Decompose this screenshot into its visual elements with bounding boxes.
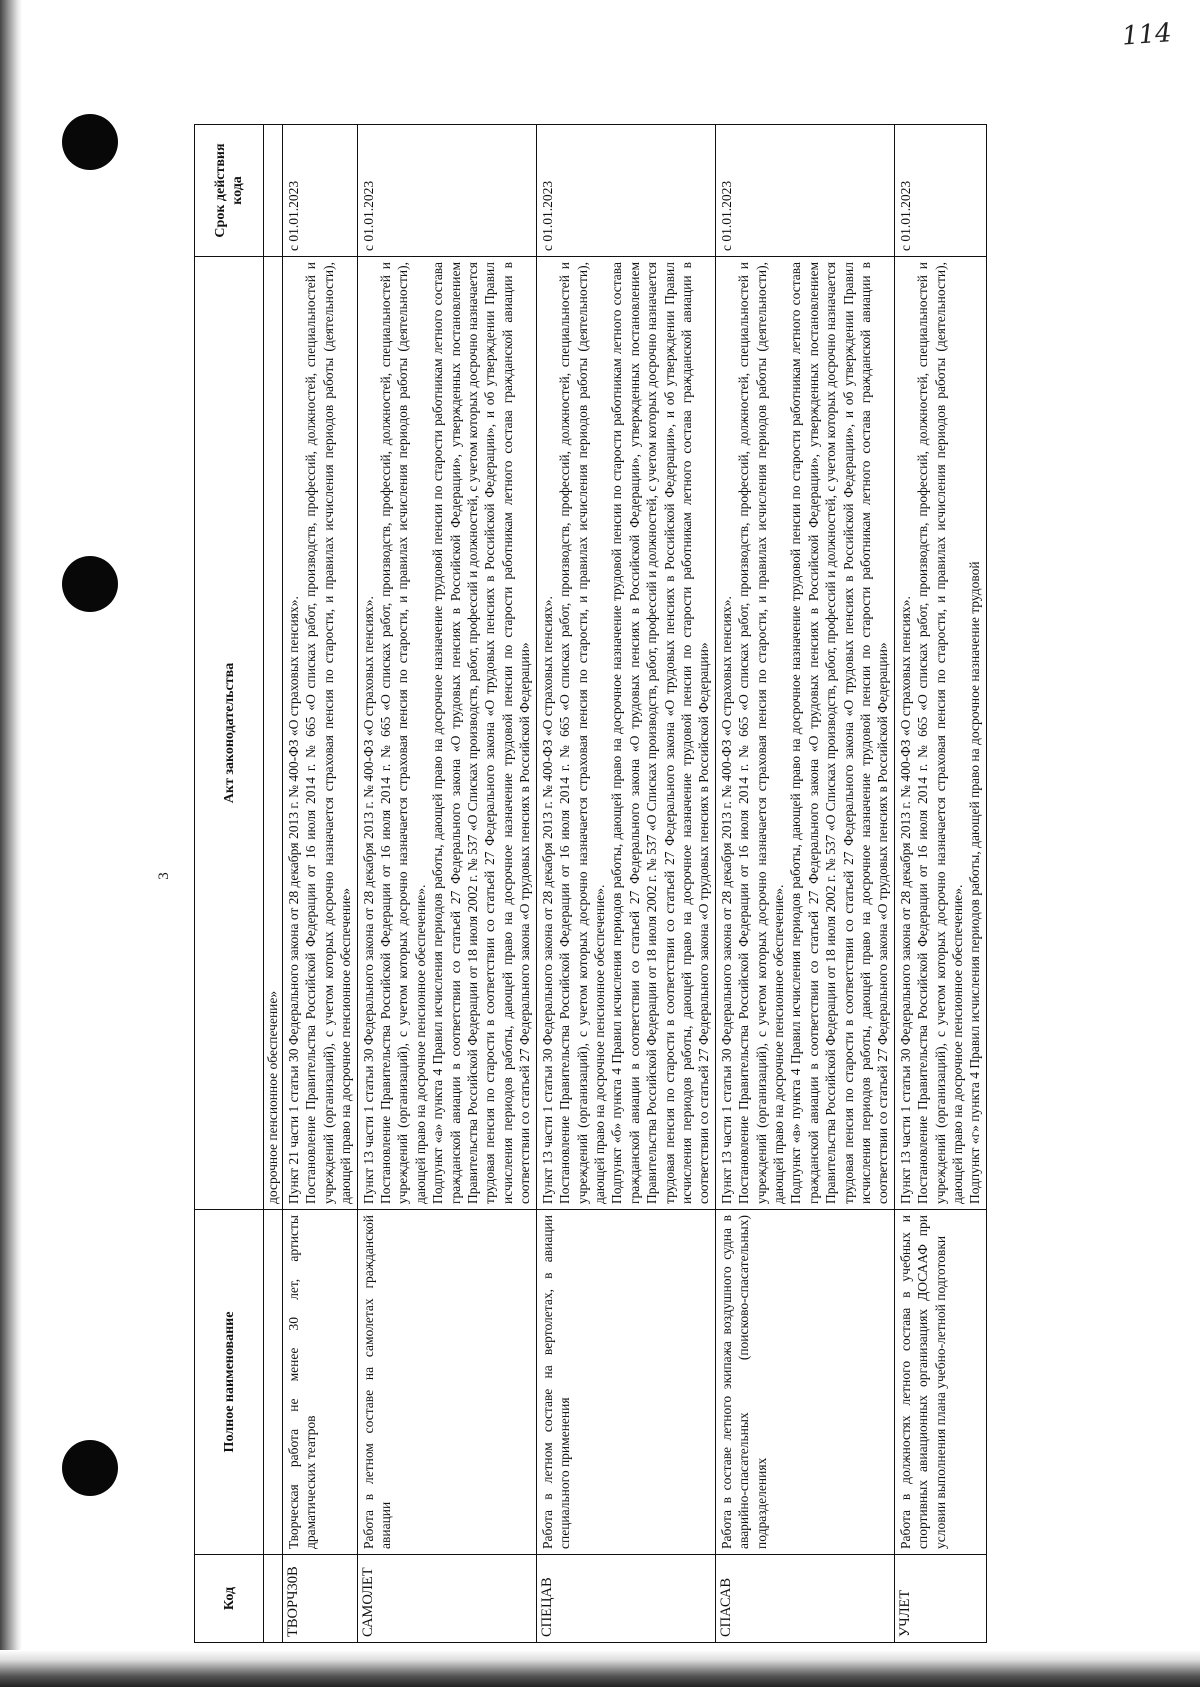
act-paragraph: Пункт 13 части 1 статьи 30 Федерального закона от 28 декабря 2013 г. № 400-ФЗ «О страховых пенсиях». bbox=[897, 596, 913, 1204]
row-code: СПАСАВ bbox=[715, 1555, 894, 1643]
act-paragraph: Подпункт «г» пункта 4 Правил исчисления периодов работы, дающей право на досрочное назначение трудовой bbox=[967, 561, 983, 1204]
punch-hole-bottom bbox=[62, 1440, 118, 1496]
header-act: Акт законодательства bbox=[195, 257, 264, 1210]
row-act bbox=[283, 257, 358, 1210]
row-name: Творческая работа не менее 30 лет, артисты драматических театров bbox=[283, 1210, 358, 1555]
row-term: с 01.01.2023 bbox=[894, 125, 986, 257]
row-code: ТВОРЧ30В bbox=[283, 1555, 358, 1643]
act-paragraph: Постановление Правительства Российской Федерации от 16 июля 2014 г. № 665 «О списках работ, производств, профессий, должностей, специальностей и учреждений (организаций), с учетом которых досрочно назначается страховая пенсия по старости, и правилах исчисления периодов работы (деятельности), дающей право на досрочное пенсионное обеспечение». bbox=[736, 262, 786, 1204]
act-paragraph: Постановление Правительства Российской Федерации от 16 июля 2014 г. № 665 «О списках работ, производств, профессий, должностей, специальностей и учреждений (организаций), с учетом которых досрочно назначается страховая пенсия по старости, и правилах исчисления периодов работы (деятельности), дающей право на досрочное пенсионное обеспечение». bbox=[557, 262, 607, 1204]
header-name: Полное наименование bbox=[195, 1210, 264, 1555]
punch-hole-middle bbox=[62, 556, 118, 612]
punch-hole-top bbox=[62, 114, 118, 170]
row-act bbox=[357, 257, 536, 1210]
row-name: Работа в летном составе на самолетах гражданской авиации bbox=[357, 1210, 536, 1555]
continuation-row bbox=[264, 125, 283, 1643]
table-row bbox=[283, 125, 358, 1643]
row-term: с 01.01.2023 bbox=[715, 125, 894, 257]
continuation-term bbox=[264, 125, 283, 257]
continuation-code bbox=[264, 1555, 283, 1643]
header-code: Код bbox=[195, 1555, 264, 1643]
row-code: УЧЛЕТ bbox=[894, 1555, 986, 1643]
row-act bbox=[894, 257, 986, 1210]
table-row bbox=[894, 125, 986, 1643]
row-term: с 01.01.2023 bbox=[283, 125, 358, 257]
scan-edge-left bbox=[0, 0, 22, 1687]
continuation-name bbox=[264, 1210, 283, 1555]
act-paragraph: Подпункт «б» пункта 4 Правил исчисления периодов работы, дающей право на досрочное назначение трудовой пенсии по старости работникам летного состава гражданской авиации в соответствии со статьей 27 Федерального закона «О трудовых пенсиях в Российской Федерации», утвержденных постановлением Правительства Российской Федерации от 18 июля 2002 г. № 537 «О Списках производств, работ, профессий и должностей, с учетом которых досрочно назначается трудовая пенсия по старости в соответствии со статьей 27 Федерального закона «О трудовых пенсиях в Российской Федерации», и об утверждении Правил исчисления периодов работы, дающей право на досрочное назначение трудовой пенсии по старости работникам летного состава гражданской авиации в соответствии со статьей 27 Федерального закона «О трудовых пенсиях в Российской Федерации» bbox=[609, 262, 712, 1204]
act-paragraph: Пункт 13 части 1 статьи 30 Федерального закона от 28 декабря 2013 г. № 400-ФЗ «О страховых пенсиях». bbox=[539, 596, 555, 1204]
continuation-act: досрочное пенсионное обеспечение» bbox=[264, 257, 283, 1210]
act-paragraph: Постановление Правительства Российской Федерации от 16 июля 2014 г. № 665 «О списках работ, производств, профессий, должностей, специальностей и учреждений (организаций), с учетом которых досрочно назначается страховая пенсия по старости, и правилах исчисления периодов работы (деятельности), дающей право на досрочное пенсионное обеспечение». bbox=[915, 262, 966, 1204]
row-code: САМОЛЕТ bbox=[357, 1555, 536, 1643]
legislation-codes-table bbox=[194, 124, 987, 1643]
row-act bbox=[715, 257, 894, 1210]
rotated-document bbox=[152, 125, 1167, 1643]
row-name: Работа в должностях летного состава в учебных и спортивных авиационных организациях ДОСААФ при условии выполнения плана учебно-летной подготовки bbox=[894, 1210, 986, 1555]
row-name: Работа в летном составе на вертолетах, в авиации специального применения bbox=[536, 1210, 715, 1555]
table-header-row bbox=[195, 125, 264, 1643]
row-code: СПЕЦАВ bbox=[536, 1555, 715, 1643]
row-name: Работа в составе летного экипажа воздушного судна в аварийно-спасательных (поисково-спасательных) подразделениях bbox=[715, 1210, 894, 1555]
act-paragraph: Пункт 21 части 1 статьи 30 Федерального закона от 28 декабря 2013 г. № 400-ФЗ «О страховых пенсиях». bbox=[286, 596, 301, 1204]
act-paragraph: Пункт 13 части 1 статьи 30 Федерального закона от 28 декабря 2013 г. № 400-ФЗ «О страховых пенсиях». bbox=[718, 596, 734, 1204]
table-row bbox=[715, 125, 894, 1643]
header-term: Срок действия кода bbox=[195, 125, 264, 257]
handwritten-page-number: 114 bbox=[1121, 18, 1173, 52]
table-row bbox=[357, 125, 536, 1643]
act-paragraph: Подпункт «а» пункта 4 Правил исчисления периодов работы, дающей право на досрочное назначение трудовой пенсии по старости работникам летного состава гражданской авиации в соответствии со статьей 27 Федерального закона «О трудовых пенсиях в Российской Федерации», утвержденных постановлением Правительства Российской Федерации от 18 июля 2002 г. № 537 «О Списках производств, работ, профессий и должностей, с учетом которых досрочно назначается трудовая пенсия по старости в соответствии со статьей 27 Федерального закона «О трудовых пенсиях в Российской Федерации», и об утверждении Правил исчисления периодов работы, дающей право на досрочное назначение трудовой пенсии по старости работникам летного состава гражданской авиации в соответствии со статьей 27 Федерального закона «О трудовых пенсиях в Российской Федерации» bbox=[430, 262, 533, 1204]
table-row bbox=[536, 125, 715, 1643]
act-paragraph: Постановление Правительства Российской Федерации от 16 июля 2014 г. № 665 «О списках работ, производств, профессий, должностей, специальностей и учреждений (организаций), с учетом которых досрочно назначается страховая пенсия по старости, и правилах исчисления периодов работы (деятельности), дающей право на досрочное пенсионное обеспечение». bbox=[378, 262, 428, 1204]
act-paragraph: Постановление Правительства Российской Федерации от 16 июля 2014 г. № 665 «О списках работ, производств, профессий, должностей, специальностей и учреждений (организаций), с учетом которых досрочно назначается страховая пенсия по старости, и правилах исчисления периодов работы (деятельности), дающей право на досрочное пенсионное обеспечение» bbox=[303, 262, 354, 1204]
row-term: с 01.01.2023 bbox=[357, 125, 536, 257]
sheet-number: 3 bbox=[156, 872, 172, 880]
act-paragraph: Подпункт «в» пункта 4 Правил исчисления периодов работы, дающей право на досрочное назначение трудовой пенсии по старости работникам летного состава гражданской авиации в соответствии со статьей 27 Федерального закона «О трудовых пенсиях в Российской Федерации», утвержденных постановлением Правительства Российской Федерации от 18 июля 2002 г. № 537 «О Списках производств, работ, профессий и должностей, с учетом которых досрочно назначается трудовая пенсия по старости в соответствии со статьей 27 Федерального закона «О трудовых пенсиях в Российской Федерации», и об утверждении Правил исчисления периодов работы, дающей право на досрочное назначение трудовой пенсии по старости работникам летного состава гражданской авиации в соответствии со статьей 27 Федерального закона «О трудовых пенсиях в Российской Федерации» bbox=[788, 262, 891, 1204]
scan-edge-bottom bbox=[0, 1650, 1200, 1687]
act-paragraph: Пункт 13 части 1 статьи 30 Федерального закона от 28 декабря 2013 г. № 400-ФЗ «О страховых пенсиях». bbox=[360, 596, 376, 1204]
row-term: с 01.01.2023 bbox=[536, 125, 715, 257]
row-act bbox=[536, 257, 715, 1210]
